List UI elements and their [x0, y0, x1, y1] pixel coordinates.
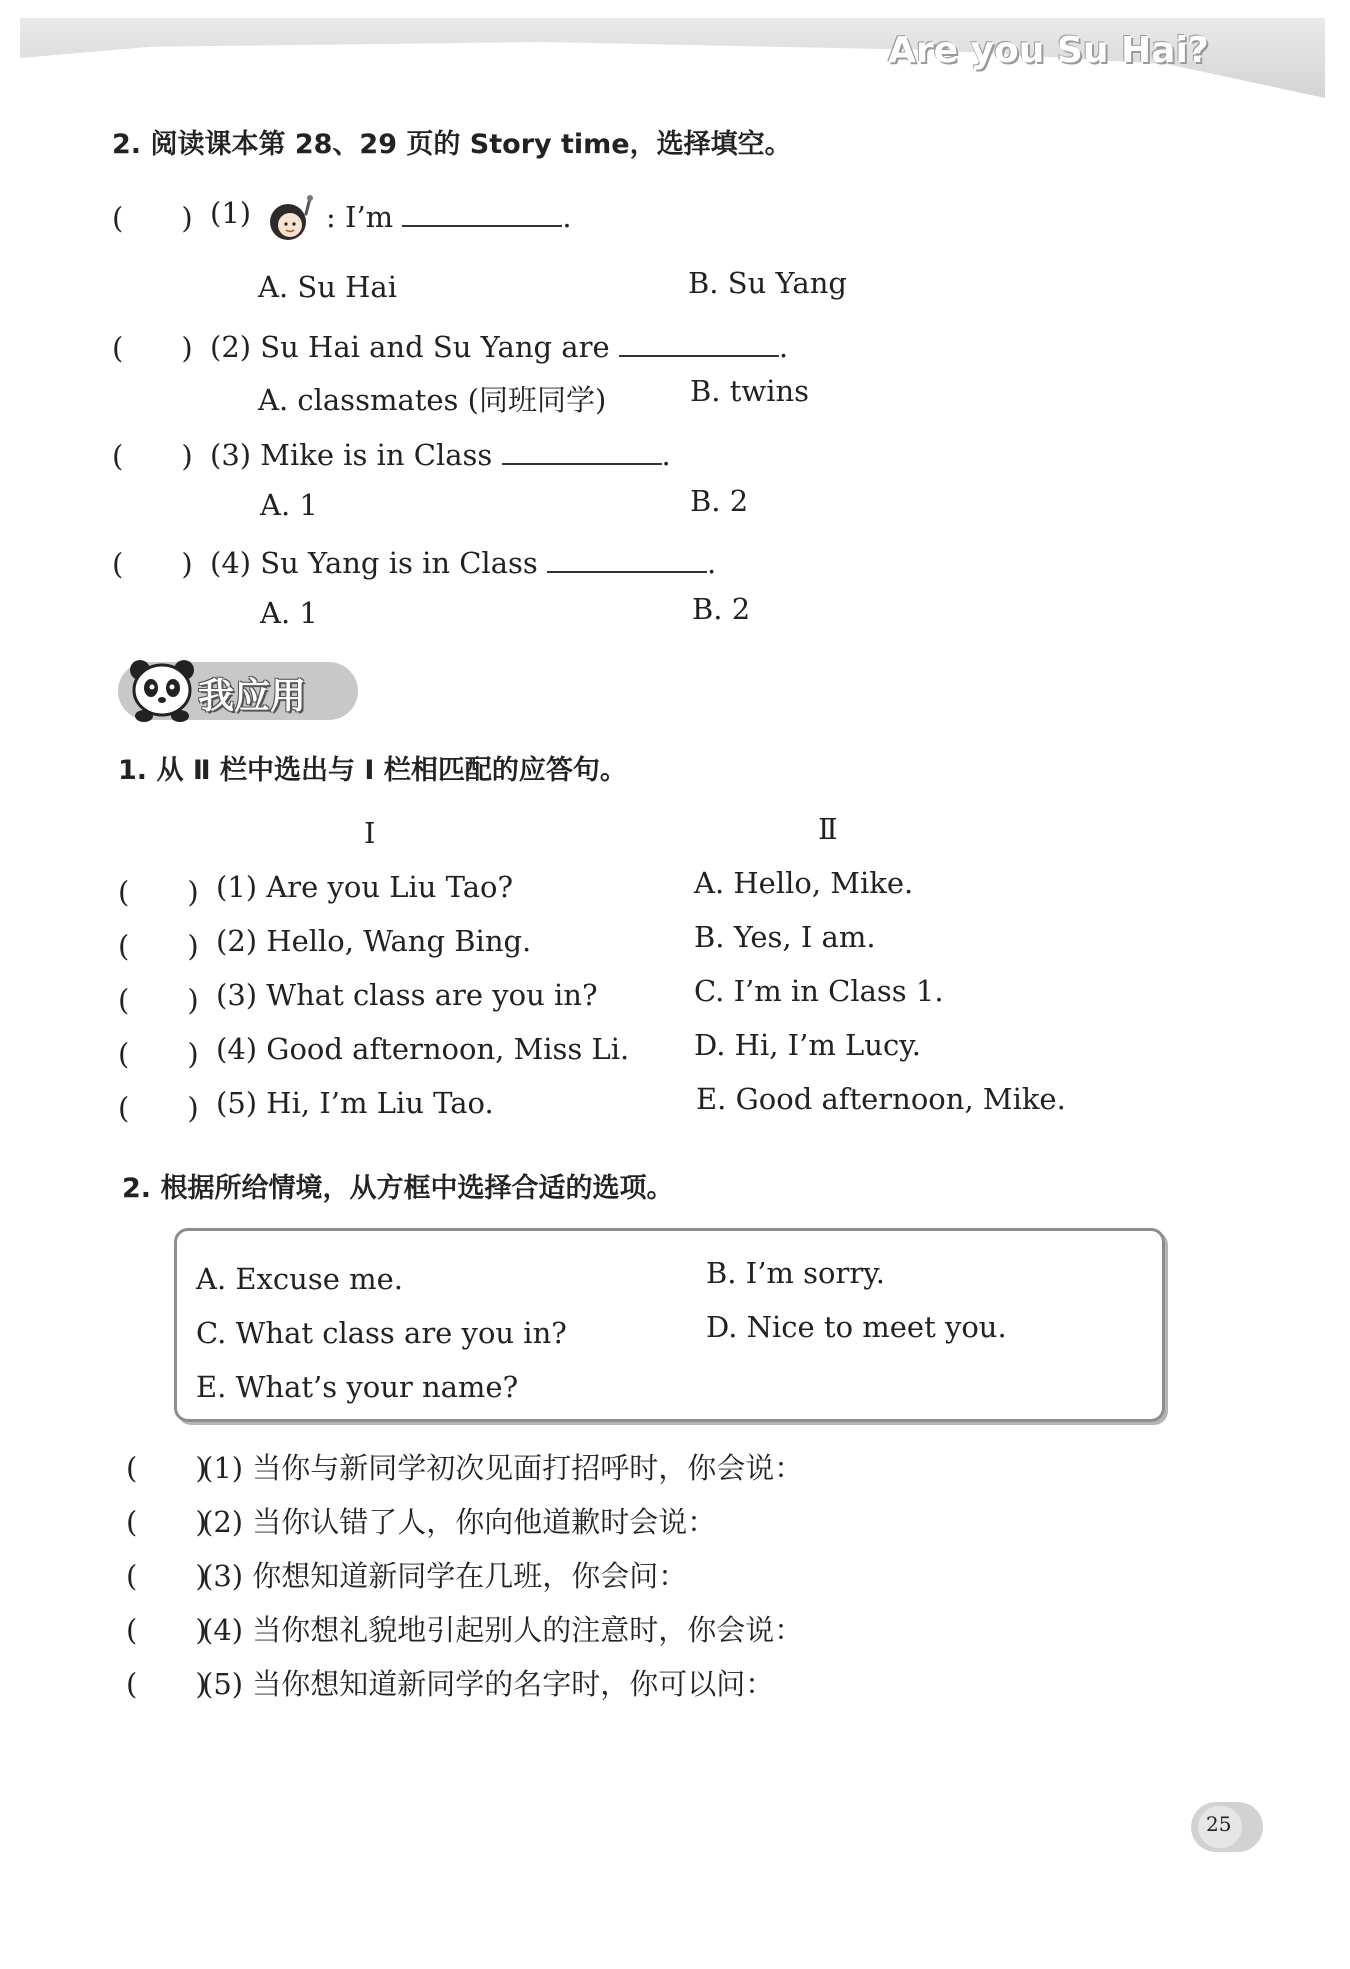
reading-item-4-text: (4) Su Yang is in Class: [210, 546, 538, 580]
box-option-d: D. Nice to meet you.: [706, 1310, 1007, 1344]
situation-item: (2) 当你认错了人，你向他道歉时会说：: [202, 1505, 717, 1539]
panda-icon: [124, 654, 200, 724]
match-left-item: (1) Are you Liu Tao?: [216, 870, 514, 904]
box-option-b: B. I’m sorry.: [706, 1256, 885, 1290]
option-b: B. 2: [692, 592, 751, 626]
situation-item: (4) 当你想礼貌地引起别人的注意时，你会说：: [202, 1613, 804, 1647]
option-a: A. Su Hai: [258, 270, 397, 304]
situation-question-title: 2. 根据所给情境，从方框中选择合适的选项。: [122, 1173, 674, 1204]
unit-title: Are you Su Hai?: [888, 30, 1209, 71]
option-a: A. 1: [260, 596, 318, 630]
section-banner-label: 我应用: [198, 676, 307, 717]
reading-question-title: 2. 阅读课本第 28、29 页的 Story time，选择填空。: [112, 129, 792, 160]
reading-item-1-text: : I’m: [326, 200, 394, 234]
answer-paren[interactable]: ( ): [112, 547, 193, 581]
match-right-item: B. Yes, I am.: [694, 920, 876, 954]
match-question-title: 1. 从 Ⅱ 栏中选出与 Ⅰ 栏相匹配的应答句。: [118, 755, 627, 786]
answer-paren[interactable]: ( ): [118, 1091, 199, 1125]
answer-paren[interactable]: ( ): [126, 1559, 207, 1593]
option-a: A. 1: [260, 488, 318, 522]
answer-blank: [547, 542, 707, 573]
box-option-e: E. What’s your name?: [196, 1370, 519, 1404]
answer-paren[interactable]: ( ): [118, 983, 199, 1017]
column-2-header: Ⅱ: [818, 812, 838, 846]
answer-paren[interactable]: ( ): [118, 929, 199, 963]
reading-item-3-text: (3) Mike is in Class: [210, 438, 493, 472]
reading-item-3-stem: [210, 434, 671, 472]
reading-item-1-number: (1): [210, 196, 252, 230]
match-right-item: C. I’m in Class 1.: [694, 974, 944, 1008]
match-left-item: (4) Good afternoon, Miss Li.: [216, 1032, 630, 1066]
reading-item-4-stem: [210, 542, 716, 580]
reading-item-2-text: (2) Su Hai and Su Yang are: [210, 330, 610, 364]
page-number: 25: [1206, 1812, 1232, 1836]
reading-item-1-stem: [326, 196, 572, 234]
girl-waving-icon: [266, 192, 318, 244]
match-left-item: (2) Hello, Wang Bing.: [216, 924, 532, 958]
option-b: B. Su Yang: [688, 266, 847, 300]
option-b: B. 2: [690, 484, 749, 518]
option-a: A. classmates (同班同学): [258, 383, 607, 417]
answer-paren[interactable]: ( ): [126, 1613, 207, 1647]
answer-paren[interactable]: ( ): [112, 331, 193, 365]
period: .: [706, 546, 717, 580]
answer-paren[interactable]: ( ): [112, 201, 193, 235]
column-1-header: Ⅰ: [364, 816, 376, 850]
situation-item: (1) 当你与新同学初次见面打招呼时，你会说：: [202, 1451, 804, 1485]
reading-item-2-stem: [210, 326, 788, 364]
match-left-item: (5) Hi, I’m Liu Tao.: [216, 1086, 494, 1120]
period: .: [778, 330, 789, 364]
answer-paren[interactable]: ( ): [126, 1505, 207, 1539]
box-option-c: C. What class are you in?: [196, 1316, 567, 1350]
answer-blank: [619, 326, 779, 357]
option-b: B. twins: [690, 374, 810, 408]
period: .: [661, 438, 671, 472]
situation-item: (3) 你想知道新同学在几班，你会问：: [202, 1559, 688, 1593]
answer-paren[interactable]: ( ): [112, 439, 193, 473]
period: .: [562, 200, 572, 234]
match-right-item: D. Hi, I’m Lucy.: [694, 1028, 921, 1062]
answer-paren[interactable]: ( ): [118, 875, 199, 909]
match-right-item: A. Hello, Mike.: [694, 866, 914, 900]
answer-paren[interactable]: ( ): [126, 1667, 207, 1701]
answer-paren[interactable]: ( ): [126, 1451, 207, 1485]
box-option-a: A. Excuse me.: [196, 1262, 403, 1296]
answer-paren[interactable]: ( ): [118, 1037, 199, 1071]
situation-item: (5) 当你想知道新同学的名字时，你可以问：: [202, 1667, 775, 1701]
answer-blank: [502, 434, 662, 465]
answer-blank: [402, 196, 562, 227]
match-left-item: (3) What class are you in?: [216, 978, 598, 1012]
match-right-item: E. Good afternoon, Mike.: [696, 1082, 1066, 1116]
